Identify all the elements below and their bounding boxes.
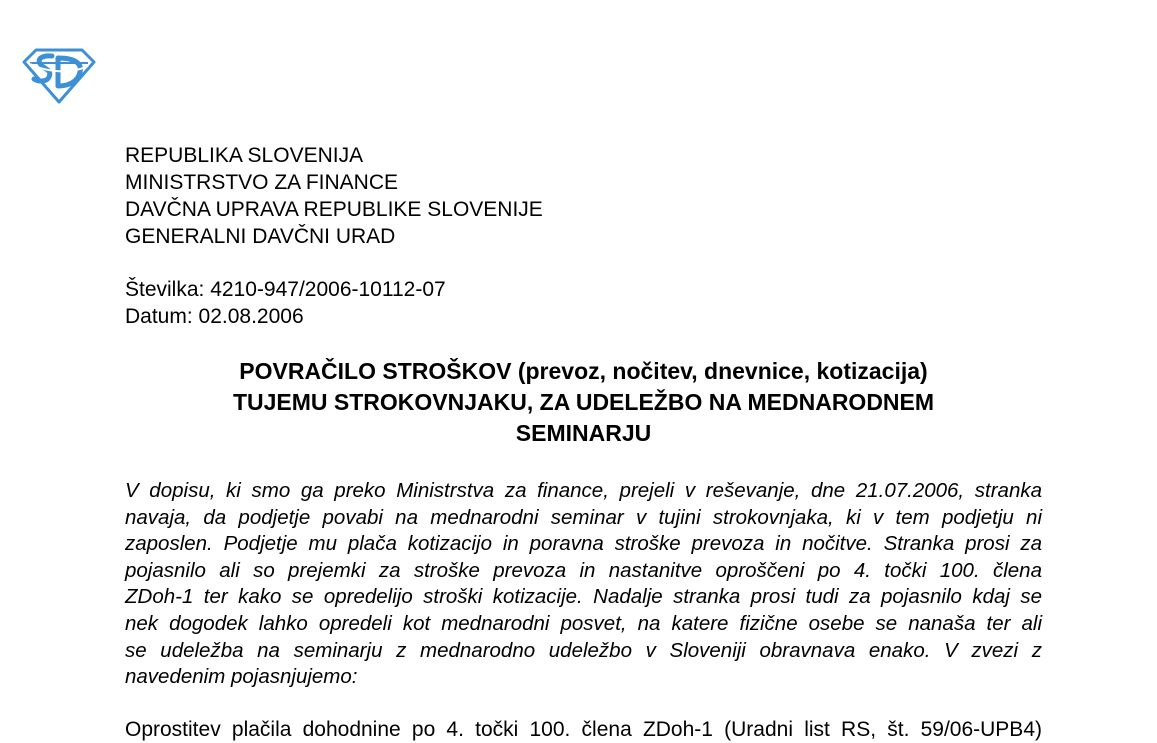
title-line-3: SEMINARJU <box>515 420 652 446</box>
intro-line: pojasnilo ali so prejemki za stroške prevoza in nastanitve oproščeni po 4. točki 100. člena <box>125 558 1042 582</box>
header-line-tax-administration: DAVČNA UPRAVA REPUBLIKE SLOVENIJE <box>125 198 543 221</box>
intro-line: nek dogodek lahko opredeli kot mednarodni posvet, na katere fizične osebe se nanaša ter ali <box>125 611 1042 635</box>
document-reference <box>125 276 446 330</box>
header-line-general-office: GENERALNI DAVČNI URAD <box>125 225 396 248</box>
intro-line: navedenim pojasnjujemo: <box>125 665 358 689</box>
reference-date: Datum: 02.08.2006 <box>125 305 304 328</box>
header-line-ministry: MINISTRSTVO ZA FINANCE <box>125 171 399 194</box>
title-line-2: TUJEMU STROKOVNJAKU, ZA UDELEŽBO NA MEDNARODNEM <box>232 389 935 415</box>
intro-line: zaposlen. Podjetje mu plača kotizacijo in poravna stroške prevoza in nočitve. Stranka prosi za <box>125 532 1042 556</box>
sd-logo <box>22 46 96 104</box>
intro-line: V dopisu, ki smo ga preko Ministrstva za finance, prejeli v reševanje, dne 21.07.2006, stranka <box>125 479 1042 502</box>
reference-number: Številka: 4210-947/2006-10112-07 <box>125 278 446 301</box>
header-line-republic: REPUBLIKA SLOVENIJA <box>125 144 364 167</box>
title-line-1: POVRAČILO STROŠKOV (prevoz, nočitev, dnevnice, kotizacija) <box>239 358 928 384</box>
intro-line: se udeležba na seminarju z mednarodno udeležbo v Sloveniji obravnava enako. V zvezi z <box>125 638 1042 662</box>
body-line: Oprostitev plačila dohodnine po 4. točki 100. člena ZDoh-1 (Uradni list RS, št. 59/06-UPB4) <box>125 718 1042 741</box>
intro-line: navaja, da podjetje povabi na mednarodni seminar v tujini strokovnjaka, ki v tem podjetju ni <box>125 505 1042 529</box>
authority-header <box>125 142 543 250</box>
body-paragraph <box>125 716 1042 743</box>
intro-paragraph <box>125 478 1042 691</box>
document-title <box>125 356 1042 449</box>
shield-logo-icon <box>22 46 96 104</box>
intro-line: ZDoh-1 ter kako se opredelijo stroški kotizacije. Nadalje stranka prosi tudi za pojasnilo kdaj se <box>125 585 1042 609</box>
